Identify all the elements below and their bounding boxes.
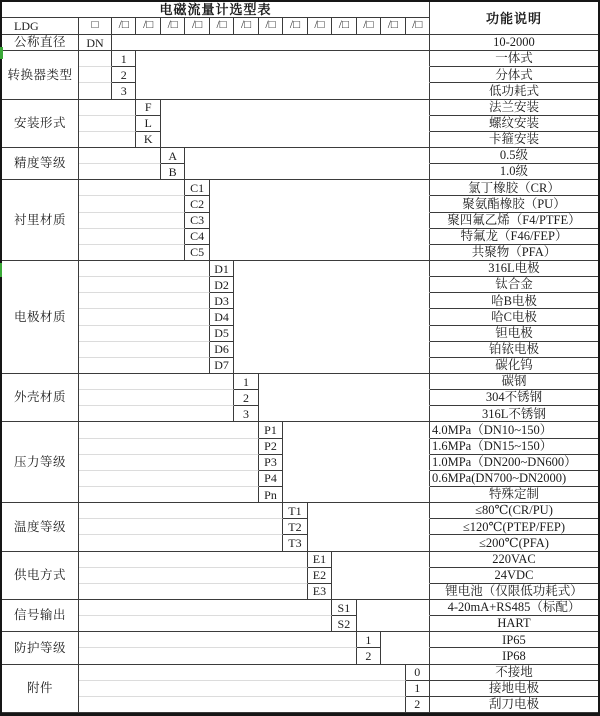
option-desc: 316L不锈钢: [430, 406, 598, 422]
filler: [79, 471, 259, 487]
filler: [332, 584, 430, 600]
filler: [79, 681, 406, 697]
option-desc: 碳钢: [430, 374, 598, 390]
filler: [161, 132, 430, 148]
filler: [79, 132, 136, 148]
filler: [79, 116, 136, 132]
option-code: D3: [210, 293, 234, 309]
option-code: P3: [259, 455, 283, 471]
option-desc: 24VDC: [430, 568, 598, 584]
filler: [79, 180, 185, 196]
option-code: C2: [185, 196, 209, 212]
filler: [161, 116, 430, 132]
model-slot-placeholder: /□: [308, 18, 332, 35]
option-desc: 共聚物（PFA）: [430, 245, 598, 261]
filler: [136, 83, 430, 99]
filler: [79, 584, 308, 600]
filler: [259, 406, 430, 422]
model-slot-placeholder: /□: [136, 18, 160, 35]
filler: [79, 697, 406, 713]
filler: [79, 213, 185, 229]
option-code: P4: [259, 471, 283, 487]
option-code: D5: [210, 326, 234, 342]
option-desc: 分体式: [430, 67, 598, 83]
option-desc: 哈C电极: [430, 309, 598, 325]
option-code: D4: [210, 309, 234, 325]
filler: [79, 487, 259, 503]
option-code: D7: [210, 358, 234, 374]
option-desc: 不接地: [430, 665, 598, 681]
option-desc: 螺纹安装: [430, 116, 598, 132]
model-slot-placeholder: /□: [357, 18, 381, 35]
option-desc: 聚氨酯橡胶（PU）: [430, 196, 598, 212]
option-desc: 4-20mA+RS485（标配）: [430, 600, 598, 616]
table-title: 电磁流量计选型表: [2, 2, 430, 18]
filler: [332, 568, 430, 584]
option-desc: 304不锈钢: [430, 390, 598, 406]
diameter-code: DN: [79, 35, 112, 51]
filler: [79, 406, 234, 422]
group-label: 压力等级: [2, 422, 79, 503]
option-desc: 碳化钨: [430, 358, 598, 374]
filler: [136, 67, 430, 83]
option-code: 1: [357, 632, 381, 648]
filler: [79, 293, 210, 309]
option-desc: 铂铱电极: [430, 342, 598, 358]
filler: [185, 148, 430, 164]
filler: [283, 439, 430, 455]
filler: [234, 342, 430, 358]
option-desc: 1.6MPa（DN15~150）: [430, 439, 598, 455]
option-desc: 220VAC: [430, 552, 598, 568]
filler: [79, 390, 234, 406]
filler: [210, 213, 430, 229]
filler: [234, 293, 430, 309]
option-code: 3: [112, 83, 136, 99]
option-desc: 哈B电极: [430, 293, 598, 309]
filler: [210, 229, 430, 245]
option-desc: 4.0MPa（DN10~150）: [430, 422, 598, 438]
filler: [259, 390, 430, 406]
filler: [79, 535, 283, 551]
filler: [259, 374, 430, 390]
filler: [79, 229, 185, 245]
group-label: 安装形式: [2, 100, 79, 148]
filler: [79, 51, 112, 67]
filler: [79, 277, 210, 293]
filler: [79, 148, 161, 164]
option-code: E1: [308, 552, 332, 568]
filler: [185, 164, 430, 180]
option-code: E2: [308, 568, 332, 584]
filler: [210, 245, 430, 261]
filler: [79, 503, 283, 519]
option-code: 2: [406, 697, 430, 713]
filler: [79, 648, 357, 664]
option-desc: 1.0级: [430, 164, 598, 180]
group-label: 信号输出: [2, 600, 79, 632]
option-code: K: [136, 132, 160, 148]
model-box-placeholder: □: [79, 18, 112, 35]
filler: [79, 568, 308, 584]
option-desc: 0.5级: [430, 148, 598, 164]
option-code: T3: [283, 535, 307, 551]
option-desc: IP68: [430, 648, 598, 664]
group-label: 衬里材质: [2, 180, 79, 261]
filler: [136, 51, 430, 67]
option-desc: 低功耗式: [430, 83, 598, 99]
option-code: 0: [406, 665, 430, 681]
option-code: T2: [283, 519, 307, 535]
filler: [210, 180, 430, 196]
option-code: 1: [406, 681, 430, 697]
option-code: 2: [234, 390, 258, 406]
option-code: D6: [210, 342, 234, 358]
filler: [79, 245, 185, 261]
option-code: A: [161, 148, 185, 164]
option-desc: 钽电极: [430, 326, 598, 342]
filler: [79, 67, 112, 83]
option-code: 3: [234, 406, 258, 422]
filler: [79, 326, 210, 342]
green-artifact: [0, 263, 2, 277]
group-label: 外壳材质: [2, 374, 79, 422]
option-code: S2: [332, 616, 356, 632]
filler: [283, 487, 430, 503]
option-desc: ≤80℃(CR/PU): [430, 503, 598, 519]
model-slot-placeholder: /□: [381, 18, 405, 35]
option-desc: 刮刀电极: [430, 697, 598, 713]
model-slot-placeholder: /□: [185, 18, 209, 35]
option-code: 2: [112, 67, 136, 83]
filler: [357, 616, 430, 632]
function-description-header: 功能说明: [430, 2, 598, 35]
filler: [210, 196, 430, 212]
option-code: C4: [185, 229, 209, 245]
filler: [283, 422, 430, 438]
option-desc: ≤120℃(PTEP/FEP): [430, 519, 598, 535]
filler: [79, 342, 210, 358]
filler: [79, 665, 406, 681]
filler: [79, 196, 185, 212]
filler: [381, 632, 430, 648]
option-code: 1: [112, 51, 136, 67]
filler: [79, 100, 136, 116]
option-code: 2: [357, 648, 381, 664]
filler: [161, 100, 430, 116]
filler: [234, 358, 430, 374]
model-slot-placeholder: /□: [112, 18, 136, 35]
model-slot-placeholder: /□: [259, 18, 283, 35]
filler: [308, 535, 430, 551]
filler: [332, 552, 430, 568]
option-code: P1: [259, 422, 283, 438]
filler: [79, 374, 234, 390]
filler: [79, 309, 210, 325]
model-slot-placeholder: /□: [161, 18, 185, 35]
option-desc: ≤200℃(PFA): [430, 535, 598, 551]
model-slot-placeholder: /□: [332, 18, 356, 35]
model-slot-placeholder: /□: [283, 18, 307, 35]
group-label: 电极材质: [2, 261, 79, 374]
option-code: D2: [210, 277, 234, 293]
option-desc: 锂电池（仅限低功耗式）: [430, 584, 598, 600]
option-desc: 1.0MPa（DN200~DN600）: [430, 455, 598, 471]
filler: [79, 164, 161, 180]
option-code: B: [161, 164, 185, 180]
option-code: P2: [259, 439, 283, 455]
option-desc: 一体式: [430, 51, 598, 67]
model-slot-placeholder: /□: [406, 18, 430, 35]
option-desc: 氯丁橡胶（CR）: [430, 180, 598, 196]
filler: [79, 616, 332, 632]
option-code: L: [136, 116, 160, 132]
option-desc: 接地电极: [430, 681, 598, 697]
option-code: T1: [283, 503, 307, 519]
option-desc: 钛合金: [430, 277, 598, 293]
group-label: 附件: [2, 665, 79, 713]
filler: [79, 519, 283, 535]
filler: [234, 277, 430, 293]
option-desc: 特氟龙（F46/FEP）: [430, 229, 598, 245]
group-label: 防护等级: [2, 632, 79, 664]
green-artifact: [0, 47, 3, 59]
filler: [79, 83, 112, 99]
filler: [234, 309, 430, 325]
filler: [381, 648, 430, 664]
filler: [79, 455, 259, 471]
option-desc: 卡箍安装: [430, 132, 598, 148]
filler: [79, 552, 308, 568]
option-code: D1: [210, 261, 234, 277]
filler: [234, 326, 430, 342]
option-desc: 316L电极: [430, 261, 598, 277]
option-desc: HART: [430, 616, 598, 632]
option-code: S1: [332, 600, 356, 616]
option-code: C5: [185, 245, 209, 261]
option-desc: 法兰安装: [430, 100, 598, 116]
filler: [112, 35, 430, 51]
group-label: 精度等级: [2, 148, 79, 180]
filler: [283, 455, 430, 471]
diameter-label: 公称直径: [2, 35, 79, 51]
model-slot-placeholder: /□: [234, 18, 258, 35]
option-code: C3: [185, 213, 209, 229]
option-desc: 特殊定制: [430, 487, 598, 503]
filler: [79, 422, 259, 438]
filler: [283, 471, 430, 487]
model-prefix: LDG: [2, 18, 79, 35]
option-code: Pn: [259, 487, 283, 503]
diameter-desc: 10-2000: [430, 35, 598, 51]
filler: [79, 261, 210, 277]
option-desc: 聚四氟乙烯（F4/PTFE）: [430, 213, 598, 229]
filler: [308, 519, 430, 535]
filler: [79, 439, 259, 455]
option-code: E3: [308, 584, 332, 600]
group-label: 供电方式: [2, 552, 79, 600]
filler: [79, 358, 210, 374]
option-code: F: [136, 100, 160, 116]
filler: [79, 632, 357, 648]
group-label: 转换器类型: [2, 51, 79, 99]
filler: [357, 600, 430, 616]
option-code: C1: [185, 180, 209, 196]
option-desc: IP65: [430, 632, 598, 648]
group-label: 温度等级: [2, 503, 79, 551]
option-code: 1: [234, 374, 258, 390]
option-desc: 0.6MPa(DN700~DN2000): [430, 471, 598, 487]
model-slot-placeholder: /□: [210, 18, 234, 35]
filler: [308, 503, 430, 519]
filler: [79, 600, 332, 616]
filler: [234, 261, 430, 277]
